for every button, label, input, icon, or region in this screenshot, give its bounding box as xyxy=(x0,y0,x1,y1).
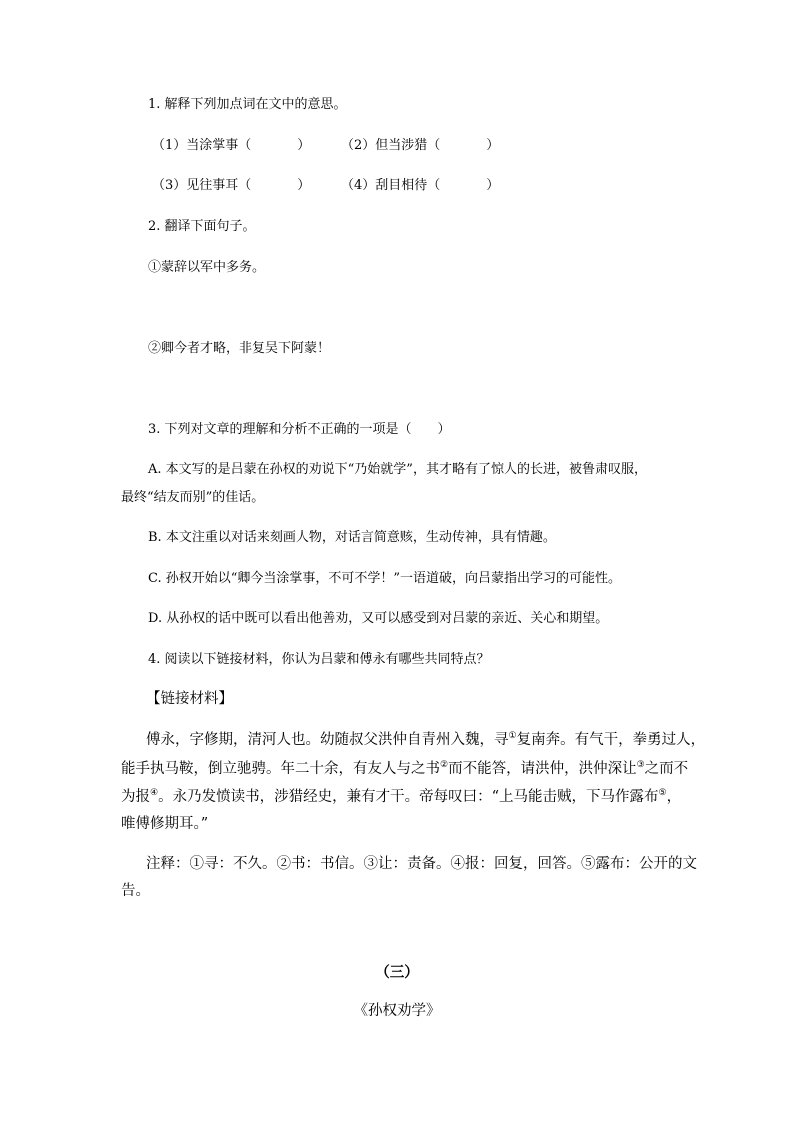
q1-item-3-close: ） xyxy=(297,178,311,193)
footnote-ref: ⑤ xyxy=(658,788,667,799)
q3-option-a-line2: 最终“结友而别”的佳话。 xyxy=(121,490,265,505)
passage-text: 傅永，字修期，清河人也。幼随叔父洪仲自青州入魏，寻 xyxy=(146,732,509,748)
section-number: （三） xyxy=(375,964,419,981)
q1-item-3-label: （3）见往事耳（ xyxy=(152,178,252,193)
q1-item-4 xyxy=(341,179,499,192)
q1-item-1-label: （1）当涂掌事（ xyxy=(152,138,252,153)
passage-line-2 xyxy=(121,762,688,777)
passage-text: 之而不 xyxy=(644,761,689,777)
q2-sentence-2: ②卿今者才略，非复吴下阿蒙！ xyxy=(148,341,331,356)
passage-line-1 xyxy=(146,733,705,748)
footnote-ref: ② xyxy=(440,760,449,771)
q3-prompt: 3. 下列对文章的理解和分析不正确的一项是（ ） xyxy=(148,422,451,437)
passage-text: 复南奔。有气干，拳勇过人， xyxy=(516,732,706,748)
footnote-ref: ① xyxy=(508,731,517,742)
q2-sentence-1: ①蒙辞以军中多务。 xyxy=(148,260,266,275)
q1-item-4-label: （4）刮目相待（ xyxy=(341,178,441,193)
footnote-ref: ④ xyxy=(150,788,159,799)
footnote-ref: ③ xyxy=(636,760,645,771)
q3-option-d: D. 从孙权的话中既可以看出他善劝，又可以感受到对吕蒙的亲近、关心和期望。 xyxy=(148,611,609,626)
q2-prompt: 2. 翻译下面句子。 xyxy=(148,219,256,234)
q1-item-1 xyxy=(152,139,310,152)
q1-item-2-label: （2）但当涉猎（ xyxy=(341,138,441,153)
q3-option-a-line1: A. 本文写的是吕蒙在孙权的劝说下“乃始就学”，其才略有了惊人的长进，被鲁肃叹服， xyxy=(148,462,647,477)
q1-item-1-close: ） xyxy=(297,138,311,153)
notes-line-1: 注释：①寻：不久。②书：书信。③让：责备。④报：回复，回答。⑤露布：公开的文 xyxy=(146,856,697,872)
q1-item-3 xyxy=(152,179,310,192)
q3-option-c: C. 孙权开始以“卿今当涂掌事，不可不学！”一语道破，向吕蒙指出学习的可能性。 xyxy=(148,571,622,586)
q1-item-4-close: ） xyxy=(486,178,500,193)
q1-item-2-close: ） xyxy=(486,138,500,153)
passage-text: 能手执马鞍，倒立驰骋。年二十余，有友人与之书 xyxy=(121,761,440,777)
passage-text: 为报 xyxy=(121,789,150,805)
q4-prompt: 4. 阅读以下链接材料，你认为吕蒙和傅永有哪些共同特点？ xyxy=(148,652,490,667)
passage-line-3 xyxy=(121,790,681,805)
passage-line-4: 唯傅修期耳。” xyxy=(121,816,209,832)
passage-text: ， xyxy=(666,789,682,805)
link-material-heading: 【链接材料】 xyxy=(146,691,233,707)
q1-prompt: 1. 解释下列加点词在文中的意思。 xyxy=(148,97,347,112)
notes-line-2: 告。 xyxy=(121,883,150,899)
passage-text: 而不能答，请洪仲，洪仲深让 xyxy=(448,761,637,777)
passage-text: 。永乃发愤读书，涉猎经史，兼有才干。帝每叹曰：“上马能击贼，下马作露布 xyxy=(158,789,659,805)
q1-item-2 xyxy=(341,139,499,152)
section-title: 《孙权劝学》 xyxy=(353,1003,441,1019)
q3-option-b: B. 本文注重以对话来刻画人物，对话言简意赅，生动传神，具有情趣。 xyxy=(148,530,556,545)
